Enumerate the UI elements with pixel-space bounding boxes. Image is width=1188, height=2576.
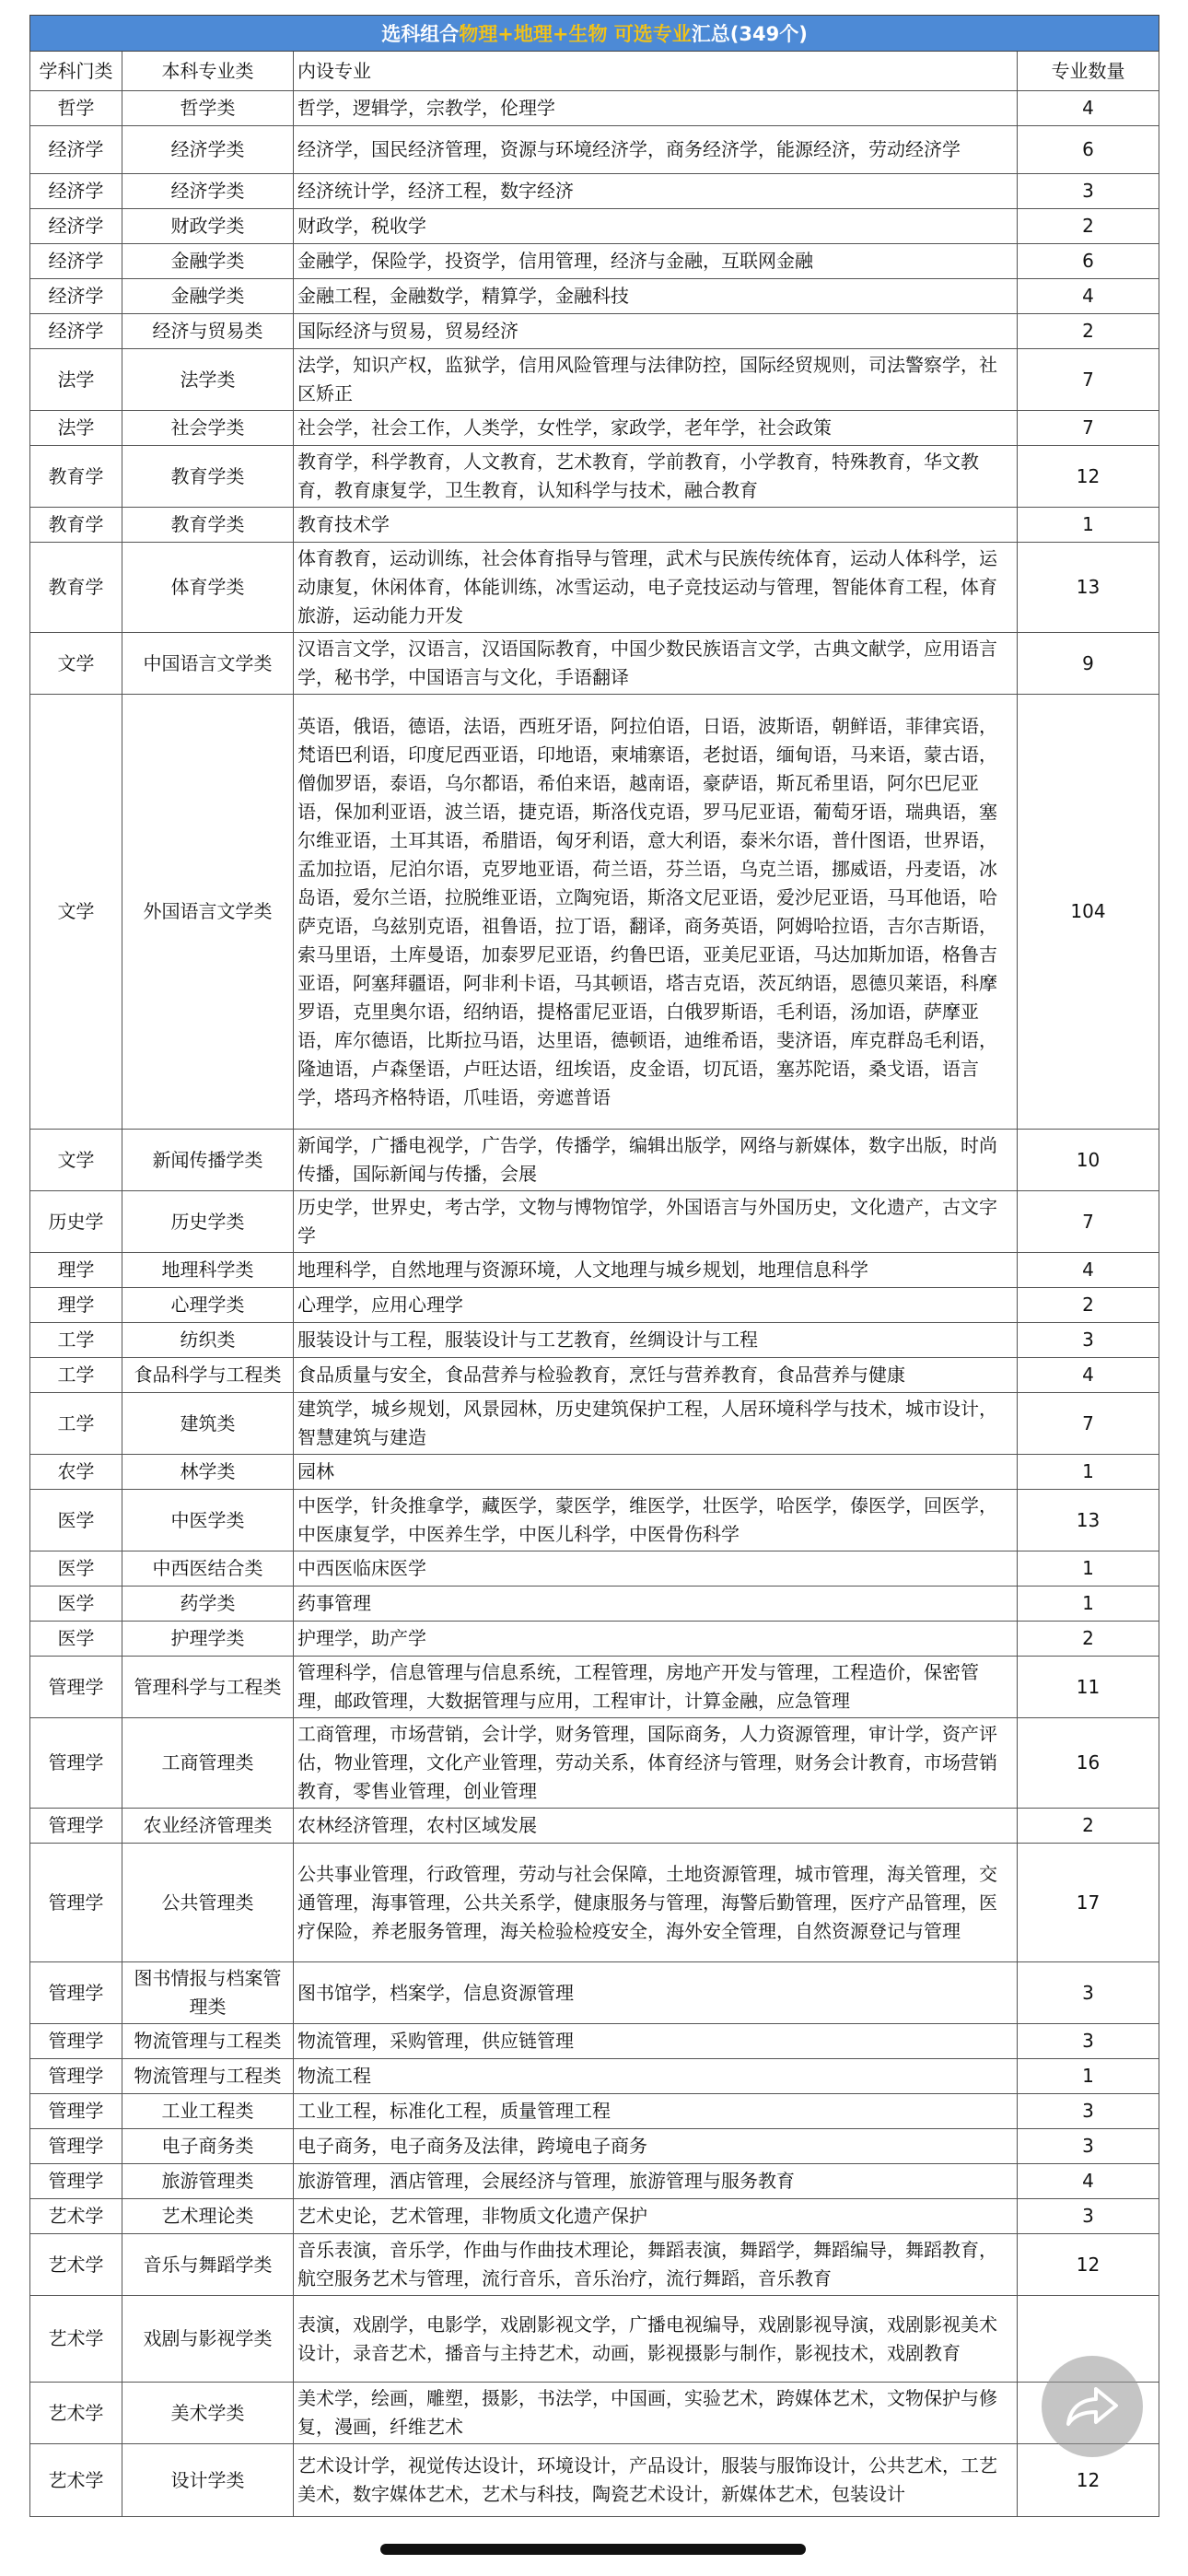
row-majors: 心理学，应用心理学 <box>294 1288 1018 1323</box>
majors-table <box>29 15 1159 2517</box>
header-class: 本科专业类 <box>122 52 294 91</box>
row-class: 纺织类 <box>122 1323 294 1358</box>
row-category: 管理学 <box>30 2129 122 2164</box>
header-row <box>30 52 1159 91</box>
row-class: 工商管理类 <box>122 1718 294 1809</box>
table-row <box>30 1809 1159 1844</box>
row-category: 哲学 <box>30 91 122 126</box>
row-majors: 社会学，社会工作，人类学，女性学，家政学，老年学，社会政策 <box>294 411 1018 446</box>
row-majors: 公共事业管理，行政管理，劳动与社会保障，土地资源管理，城市管理，海关管理，交通管理，海事管理，公共关系学，健康服务与管理，海警后勤管理，医疗产品管理，医疗保险，养老服务管理，海关检验检疫安全，海外安全管理，自然资源登记与管理 <box>294 1844 1018 1962</box>
row-category: 工学 <box>30 1393 122 1455</box>
row-category: 管理学 <box>30 2059 122 2094</box>
row-class: 美术学类 <box>122 2383 294 2444</box>
row-count: 13 <box>1018 543 1159 633</box>
table-row <box>30 1130 1159 1191</box>
row-class: 教育学类 <box>122 446 294 508</box>
row-majors: 物流工程 <box>294 2059 1018 2094</box>
row-category: 管理学 <box>30 1657 122 1718</box>
header-majors: 内设专业 <box>294 52 1018 91</box>
row-count: 2 <box>1018 1809 1159 1844</box>
row-majors: 艺术史论，艺术管理，非物质文化遗产保护 <box>294 2199 1018 2234</box>
table-row <box>30 349 1159 411</box>
row-class: 历史学类 <box>122 1191 294 1253</box>
row-class: 教育学类 <box>122 508 294 543</box>
row-category: 文学 <box>30 633 122 695</box>
title-prefix: 选科组合 <box>381 23 460 45</box>
title-subjects: 物理+地理+生物 可选专业 <box>459 23 692 45</box>
table-row <box>30 1718 1159 1809</box>
majors-table-container <box>29 15 1159 2517</box>
row-class: 经济学类 <box>122 126 294 174</box>
row-count: 7 <box>1018 411 1159 446</box>
row-class: 体育学类 <box>122 543 294 633</box>
row-count: 2 <box>1018 209 1159 244</box>
table-row <box>30 633 1159 695</box>
row-class: 公共管理类 <box>122 1844 294 1962</box>
row-category: 经济学 <box>30 209 122 244</box>
row-count: 4 <box>1018 2164 1159 2199</box>
table-row <box>30 126 1159 174</box>
title-suffix: 汇总(349个) <box>691 23 808 45</box>
row-category: 教育学 <box>30 508 122 543</box>
row-majors: 新闻学，广播电视学，广告学，传播学，编辑出版学，网络与新媒体，数字出版，时尚传播，国际新闻与传播，会展 <box>294 1130 1018 1191</box>
row-class: 林学类 <box>122 1455 294 1490</box>
row-count: 104 <box>1018 695 1159 1130</box>
row-majors: 管理科学，信息管理与信息系统，工程管理，房地产开发与管理，工程造价，保密管理，邮政管理，大数据管理与应用，工程审计，计算金融，应急管理 <box>294 1657 1018 1718</box>
row-class: 中西医结合类 <box>122 1551 294 1587</box>
row-count: 3 <box>1018 1962 1159 2024</box>
row-count: 6 <box>1018 244 1159 279</box>
table-row <box>30 2234 1159 2296</box>
table-row <box>30 1323 1159 1358</box>
table-row <box>30 1622 1159 1657</box>
row-majors: 服装设计与工程，服装设计与工艺教育，丝绸设计与工程 <box>294 1323 1018 1358</box>
row-majors: 旅游管理，酒店管理，会展经济与管理，旅游管理与服务教育 <box>294 2164 1018 2199</box>
row-class: 药学类 <box>122 1587 294 1622</box>
row-count: 2 <box>1018 1622 1159 1657</box>
row-count: 1 <box>1018 1587 1159 1622</box>
table-row <box>30 1393 1159 1455</box>
row-class: 财政学类 <box>122 209 294 244</box>
row-class: 物流管理与工程类 <box>122 2059 294 2094</box>
table-row <box>30 1253 1159 1288</box>
row-category: 工学 <box>30 1358 122 1393</box>
row-class: 社会学类 <box>122 411 294 446</box>
row-count: 4 <box>1018 279 1159 314</box>
table-row <box>30 508 1159 543</box>
table-row <box>30 1551 1159 1587</box>
row-category: 历史学 <box>30 1191 122 1253</box>
table-row <box>30 2383 1159 2444</box>
table-row <box>30 1962 1159 2024</box>
row-category: 艺术学 <box>30 2444 122 2517</box>
row-count: 3 <box>1018 2129 1159 2164</box>
row-count: 7 <box>1018 1191 1159 1253</box>
table-row <box>30 1844 1159 1962</box>
row-majors: 艺术设计学，视觉传达设计，环境设计，产品设计，服装与服饰设计，公共艺术，工艺美术，数字媒体艺术，艺术与科技，陶瓷艺术设计，新媒体艺术，包装设计 <box>294 2444 1018 2517</box>
row-class: 艺术理论类 <box>122 2199 294 2234</box>
row-category: 经济学 <box>30 244 122 279</box>
row-class: 建筑类 <box>122 1393 294 1455</box>
row-class: 护理学类 <box>122 1622 294 1657</box>
row-category: 经济学 <box>30 314 122 349</box>
row-count: 1 <box>1018 1455 1159 1490</box>
row-count: 3 <box>1018 1323 1159 1358</box>
row-count: 1 <box>1018 508 1159 543</box>
row-class: 中国语言文学类 <box>122 633 294 695</box>
row-class: 图书情报与档案管理类 <box>122 1962 294 2024</box>
row-majors: 地理科学，自然地理与资源环境，人文地理与城乡规划，地理信息科学 <box>294 1253 1018 1288</box>
row-count: 1 <box>1018 1551 1159 1587</box>
row-majors: 园林 <box>294 1455 1018 1490</box>
table-row <box>30 1455 1159 1490</box>
row-category: 教育学 <box>30 446 122 508</box>
row-category: 法学 <box>30 349 122 411</box>
row-category: 农学 <box>30 1455 122 1490</box>
table-row <box>30 279 1159 314</box>
row-majors: 表演，戏剧学，电影学，戏剧影视文学，广播电视编导，戏剧影视导演，戏剧影视美术设计，录音艺术，播音与主持艺术，动画，影视摄影与制作，影视技术，戏剧教育 <box>294 2296 1018 2383</box>
row-category: 医学 <box>30 1551 122 1587</box>
row-count: 4 <box>1018 91 1159 126</box>
row-majors: 汉语言文学，汉语言，汉语国际教育，中国少数民族语言文学，古典文献学，应用语言学，秘书学，中国语言与文化，手语翻译 <box>294 633 1018 695</box>
row-category: 医学 <box>30 1490 122 1551</box>
table-row <box>30 2094 1159 2129</box>
row-category: 管理学 <box>30 1718 122 1809</box>
row-class: 新闻传播学类 <box>122 1130 294 1191</box>
row-majors: 哲学，逻辑学，宗教学，伦理学 <box>294 91 1018 126</box>
row-count: 17 <box>1018 1844 1159 1962</box>
row-category: 艺术学 <box>30 2234 122 2296</box>
row-majors: 药事管理 <box>294 1587 1018 1622</box>
header-category: 学科门类 <box>30 52 122 91</box>
row-category: 艺术学 <box>30 2383 122 2444</box>
row-majors: 建筑学，城乡规划，风景园林，历史建筑保护工程，人居环境科学与技术，城市设计，智慧建筑与建造 <box>294 1393 1018 1455</box>
table-row <box>30 1358 1159 1393</box>
row-majors: 工业工程，标准化工程，质量管理工程 <box>294 2094 1018 2129</box>
row-count: 10 <box>1018 1130 1159 1191</box>
row-class: 金融学类 <box>122 244 294 279</box>
row-majors: 美术学，绘画，雕塑，摄影，书法学，中国画，实验艺术，跨媒体艺术，文物保护与修复，漫画，纤维艺术 <box>294 2383 1018 2444</box>
row-majors: 国际经济与贸易，贸易经济 <box>294 314 1018 349</box>
table-row <box>30 314 1159 349</box>
row-count: 3 <box>1018 2094 1159 2129</box>
row-majors: 中西医临床医学 <box>294 1551 1018 1587</box>
row-count: 2 <box>1018 314 1159 349</box>
row-class: 电子商务类 <box>122 2129 294 2164</box>
row-category: 管理学 <box>30 1844 122 1962</box>
row-category: 工学 <box>30 1323 122 1358</box>
table-row <box>30 244 1159 279</box>
row-class: 心理学类 <box>122 1288 294 1323</box>
row-category: 法学 <box>30 411 122 446</box>
row-category: 教育学 <box>30 543 122 633</box>
table-row <box>30 1587 1159 1622</box>
row-count: 6 <box>1018 126 1159 174</box>
row-category: 文学 <box>30 695 122 1130</box>
table-row <box>30 446 1159 508</box>
row-class: 管理科学与工程类 <box>122 1657 294 1718</box>
home-indicator[interactable] <box>380 2544 806 2555</box>
table-row <box>30 2164 1159 2199</box>
row-class: 金融学类 <box>122 279 294 314</box>
table-row <box>30 209 1159 244</box>
table-row <box>30 2199 1159 2234</box>
row-class: 设计学类 <box>122 2444 294 2517</box>
row-category: 经济学 <box>30 126 122 174</box>
table-row <box>30 411 1159 446</box>
table-row <box>30 2296 1159 2383</box>
row-class: 物流管理与工程类 <box>122 2024 294 2059</box>
row-category: 经济学 <box>30 174 122 209</box>
row-count: 12 <box>1018 446 1159 508</box>
row-majors: 英语，俄语，德语，法语，西班牙语，阿拉伯语，日语，波斯语，朝鲜语，菲律宾语，梵语巴利语，印度尼西亚语，印地语，柬埔寨语，老挝语，缅甸语，马来语，蒙古语，僧伽罗语，泰语，乌尔都语，希伯来语，越南语，豪萨语，斯瓦希里语，阿尔巴尼亚语，保加利亚语，波兰语，捷克语，斯洛伐克语，罗马尼亚语，葡萄牙语，瑞典语，塞尔维亚语，土耳其语，希腊语，匈牙利语，意大利语，泰米尔语，普什图语，世界语，孟加拉语，尼泊尔语，克罗地亚语，荷兰语，芬兰语，乌克兰语，挪威语，丹麦语，冰岛语，爱尔兰语，拉脱维亚语，立陶宛语，斯洛文尼亚语，爱沙尼亚语，马耳他语，哈萨克语，乌兹别克语，祖鲁语，拉丁语，翻译，商务英语，阿姆哈拉语，吉尔吉斯语，索马里语，土库曼语，加泰罗尼亚语，约鲁巴语，亚美尼亚语，马达加斯加语，格鲁吉亚语，阿塞拜疆语，阿非利卡语，马其顿语，塔吉克语，茨瓦纳语，恩德贝莱语，科摩罗语，克里奥尔语，绍纳语，提格雷尼亚语，白俄罗斯语，毛利语，汤加语，萨摩亚语，库尔德语，比斯拉马语，达里语，德顿语，迪维希语，斐济语，库克群岛毛利语，隆迪语，卢森堡语，卢旺达语，纽埃语，皮金语，切瓦语，塞苏陀语，桑戈语，语言学，塔玛齐格特语，爪哇语，旁遮普语 <box>294 695 1018 1130</box>
row-majors: 金融学，保险学，投资学，信用管理，经济与金融，互联网金融 <box>294 244 1018 279</box>
table-row <box>30 2444 1159 2517</box>
row-class: 经济学类 <box>122 174 294 209</box>
row-count: 3 <box>1018 2199 1159 2234</box>
row-class: 法学类 <box>122 349 294 411</box>
row-category: 管理学 <box>30 2024 122 2059</box>
row-majors: 食品质量与安全，食品营养与检验教育，烹饪与营养教育，食品营养与健康 <box>294 1358 1018 1393</box>
row-count: 9 <box>1018 633 1159 695</box>
row-class: 中医学类 <box>122 1490 294 1551</box>
row-class: 地理科学类 <box>122 1253 294 1288</box>
row-category: 艺术学 <box>30 2296 122 2383</box>
table-row <box>30 2059 1159 2094</box>
row-category: 管理学 <box>30 2094 122 2129</box>
row-majors: 教育技术学 <box>294 508 1018 543</box>
table-body <box>30 91 1159 2517</box>
row-count: 4 <box>1018 1253 1159 1288</box>
row-majors: 经济统计学，经济工程，数字经济 <box>294 174 1018 209</box>
row-majors: 体育教育，运动训练，社会体育指导与管理，武术与民族传统体育，运动人体科学，运动康复，休闲体育，体能训练，冰雪运动，电子竞技运动与管理，智能体育工程，体育旅游，运动能力开发 <box>294 543 1018 633</box>
row-count: 13 <box>1018 1490 1159 1551</box>
row-majors: 中医学，针灸推拿学，藏医学，蒙医学，维医学，壮医学，哈医学，傣医学，回医学，中医康复学，中医养生学，中医儿科学，中医骨伤科学 <box>294 1490 1018 1551</box>
row-category: 医学 <box>30 1587 122 1622</box>
row-majors: 电子商务，电子商务及法律，跨境电子商务 <box>294 2129 1018 2164</box>
row-majors: 护理学，助产学 <box>294 1622 1018 1657</box>
row-majors: 法学，知识产权，监狱学，信用风险管理与法律防控，国际经贸规则，司法警察学，社区矫正 <box>294 349 1018 411</box>
table-title <box>30 16 1159 52</box>
row-count: 11 <box>1018 1657 1159 1718</box>
share-arrow-icon <box>1065 2385 1120 2428</box>
row-count: 1 <box>1018 2059 1159 2094</box>
row-count: 3 <box>1018 2024 1159 2059</box>
row-count: 3 <box>1018 174 1159 209</box>
table-row <box>30 543 1159 633</box>
table-row <box>30 1191 1159 1253</box>
table-row <box>30 174 1159 209</box>
row-count: 12 <box>1018 2444 1159 2517</box>
row-majors: 音乐表演，音乐学，作曲与作曲技术理论，舞蹈表演，舞蹈学，舞蹈编导，舞蹈教育，航空服务艺术与管理，流行音乐，音乐治疗，流行舞蹈，音乐教育 <box>294 2234 1018 2296</box>
table-row <box>30 1288 1159 1323</box>
row-category: 医学 <box>30 1622 122 1657</box>
share-button[interactable] <box>1042 2356 1143 2457</box>
table-row <box>30 91 1159 126</box>
row-majors: 金融工程，金融数学，精算学，金融科技 <box>294 279 1018 314</box>
row-majors: 财政学，税收学 <box>294 209 1018 244</box>
row-count: 7 <box>1018 1393 1159 1455</box>
row-majors: 经济学，国民经济管理，资源与环境经济学，商务经济学，能源经济，劳动经济学 <box>294 126 1018 174</box>
row-majors: 图书馆学，档案学，信息资源管理 <box>294 1962 1018 2024</box>
row-majors: 工商管理，市场营销，会计学，财务管理，国际商务，人力资源管理，审计学，资产评估，物业管理，文化产业管理，劳动关系，体育经济与管理，财务会计教育，市场营销教育，零售业管理，创业管理 <box>294 1718 1018 1809</box>
row-category: 管理学 <box>30 1809 122 1844</box>
row-class: 哲学类 <box>122 91 294 126</box>
row-class: 经济与贸易类 <box>122 314 294 349</box>
row-category: 文学 <box>30 1130 122 1191</box>
row-class: 农业经济管理类 <box>122 1809 294 1844</box>
row-class: 外国语言文学类 <box>122 695 294 1130</box>
row-count: 12 <box>1018 2234 1159 2296</box>
row-category: 经济学 <box>30 279 122 314</box>
row-category: 理学 <box>30 1253 122 1288</box>
row-class: 戏剧与影视学类 <box>122 2296 294 2383</box>
row-count: 7 <box>1018 349 1159 411</box>
table-row <box>30 695 1159 1130</box>
row-count: 2 <box>1018 1288 1159 1323</box>
table-row <box>30 1490 1159 1551</box>
row-class: 音乐与舞蹈学类 <box>122 2234 294 2296</box>
row-category: 管理学 <box>30 1962 122 2024</box>
table-row <box>30 2129 1159 2164</box>
table-row <box>30 1657 1159 1718</box>
table-row <box>30 2024 1159 2059</box>
row-category: 艺术学 <box>30 2199 122 2234</box>
row-category: 理学 <box>30 1288 122 1323</box>
row-majors: 农林经济管理，农村区域发展 <box>294 1809 1018 1844</box>
row-class: 工业工程类 <box>122 2094 294 2129</box>
row-majors: 物流管理，采购管理，供应链管理 <box>294 2024 1018 2059</box>
header-count: 专业数量 <box>1018 52 1159 91</box>
row-count: 4 <box>1018 1358 1159 1393</box>
row-class: 食品科学与工程类 <box>122 1358 294 1393</box>
row-majors: 教育学，科学教育，人文教育，艺术教育，学前教育，小学教育，特殊教育，华文教育，教育康复学，卫生教育，认知科学与技术，融合教育 <box>294 446 1018 508</box>
row-majors: 历史学，世界史，考古学，文物与博物馆学，外国语言与外国历史，文化遗产，古文字学 <box>294 1191 1018 1253</box>
row-class: 旅游管理类 <box>122 2164 294 2199</box>
row-count: 16 <box>1018 1718 1159 1809</box>
row-category: 管理学 <box>30 2164 122 2199</box>
